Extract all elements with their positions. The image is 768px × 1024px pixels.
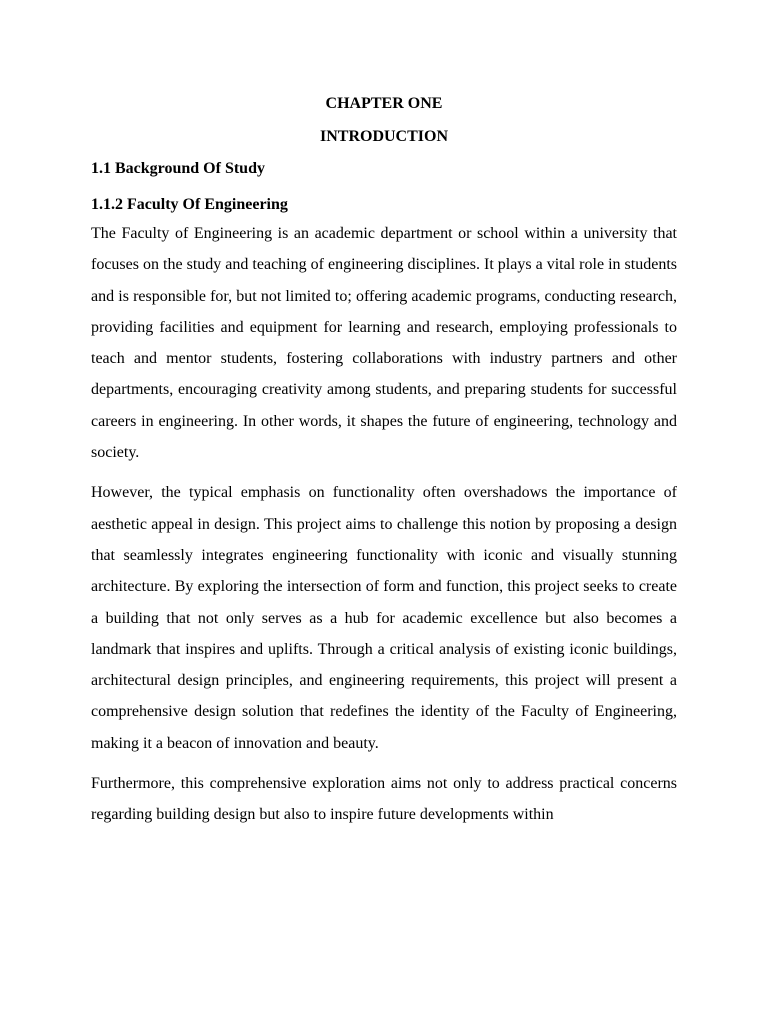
body-paragraph: However, the typical emphasis on functionality often overshadows the importance of aesthetic appeal in design. This project aims to challenge this notion by proposing a design that seamlessly integrates engineering functionality with iconic and visually stunning architecture. By exploring the intersection of form and function, this project seeks to create a building that not only serves as a hub for academic excellence but also becomes a landmark that inspires and uplifts. Through a critical analysis of existing iconic buildings, architectural design principles, and engineering requirements, this project will present a comprehensive design solution that redefines the identity of the Faculty of Engineering, making it a beacon of innovation and beauty.	[91, 484, 677, 752]
chapter-title: INTRODUCTION	[319, 128, 448, 145]
subsection-heading: 1.1.2 Faculty Of Engineering	[91, 196, 288, 213]
chapter-number: CHAPTER ONE	[325, 95, 443, 112]
body-paragraph: The Faculty of Engineering is an academic department or school within a university that focuses on the study and teaching of engineering disciplines. It plays a vital role in students and is responsible for, but not limited to; offering academic programs, conducting research, providing facilities and equipment for learning and research, employing professionals to teach and mentor students, fostering collaborations with industry partners and other departments, encouraging creativity among students, and preparing students for successful careers in engineering. In other words, it shapes the future of engineering, technology and society.	[91, 225, 677, 462]
page-content	[91, 92, 677, 831]
section-heading: 1.1 Background Of Study	[91, 160, 265, 177]
body-paragraph: Furthermore, this comprehensive exploration aims not only to address practical concerns regarding building design but also to inspire future developments within	[91, 775, 677, 824]
